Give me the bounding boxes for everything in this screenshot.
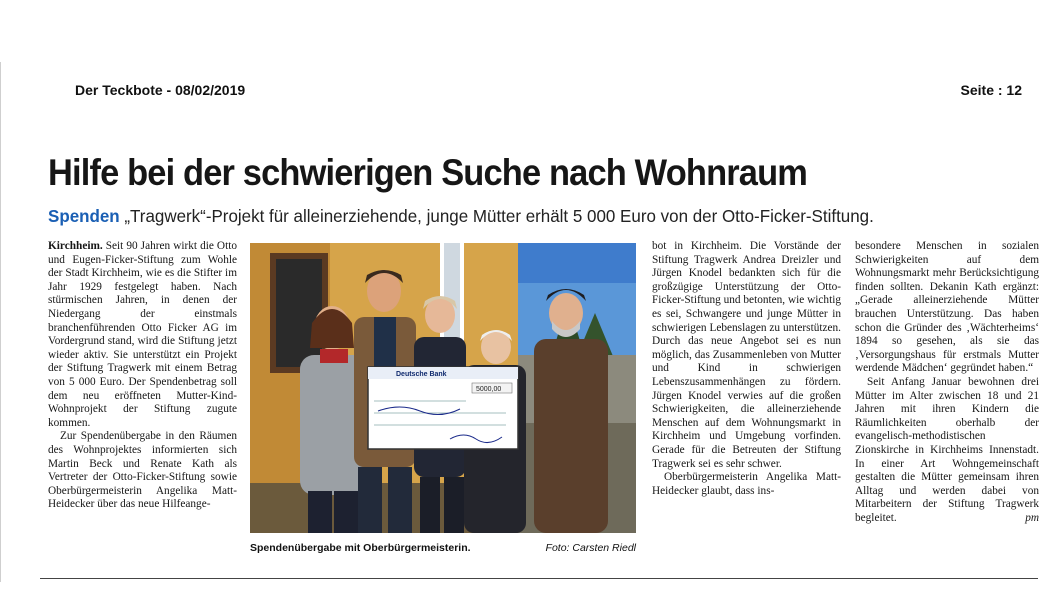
article-paragraph: Zur Spendenübergabe in den Räumen des Wohnprojektes informierten sich Martin Beck und Renate Kath als Vertreter der Otto-Ficker-Stiftung sowie Oberbürgermeisterin Angelika Matt-Heidecker über das neue Hilfeange- — [48, 430, 237, 511]
article-dateline: Kirchheim. — [48, 240, 103, 252]
article-paragraph — [855, 376, 1039, 526]
photo-credit: Foto: Carsten Riedl — [545, 542, 636, 554]
article-photo — [250, 243, 636, 533]
article-column-3 — [652, 240, 841, 498]
article-text: Seit Anfang Januar bewohnen drei Mütter im Alter zwischen 18 und 21 Jahren mit ihren Kindern die Räumlichkeiten oberhalb der evangelisch-methodistischen Zionskirche in Kirchheims Innenstadt. In einer Art Wohngemeinschaft gestalten die Mütter gemeinsam ihren Alltag und werden dabei von Mitarbeitern der Stiftung Tragwerk begleitet. — [855, 375, 1039, 524]
article-column-1 — [48, 240, 237, 512]
photo-donation-handover — [250, 243, 636, 533]
page-number: Seite : 12 — [960, 82, 1022, 98]
article-paragraph — [48, 240, 237, 430]
article-column-4 — [855, 240, 1039, 525]
check-amount: 5000,00 — [476, 386, 502, 393]
photo-caption-bar — [250, 542, 636, 554]
check-bank-name: Deutsche Bank — [396, 371, 447, 378]
article-kicker: Spenden — [48, 206, 120, 226]
article-paragraph: Oberbürgermeisterin Angelika Matt-Heidecker glaubt, dass ins- — [652, 471, 841, 497]
article-signature: pm — [1025, 511, 1039, 524]
newspaper-source: Der Teckbote - 08/02/2019 — [75, 82, 246, 98]
article-paragraph: besondere Menschen in sozialen Schwierigkeiten auf dem Wohnungsmarkt mehr Berücksichtigung finden sollten. Dekanin Kath ergänzt: „Gerade alleinerziehende Mütter brauchen Unterstützung. Das haben schon die Gründer des ‚Wächterheims‘ 1894 so gesehen, als sie das ‚Versorgungshaus für erstmals Mutter werdende Mädchen‘ gegründet haben.“ — [855, 240, 1039, 375]
photo-caption: Spendenübergabe mit Oberbürgermeisterin. — [250, 542, 471, 554]
article-text: Seit 90 Jahren wirkt die Otto und Eugen-Ficker-Stiftung zum Wohle der Stadt Kirchheim, wie es die Stifter im Jahr 1929 festgelegt haben. Nach stürmischen Jahren, in denen der Niedergang der einstmals branchenführenden Otto Ficker AG im Vordergrund stand, wird die Stiftung jetzt wieder aktiv. Sie unterstützt ein Projekt der Stiftung Tragwerk mit einem Betrag von 5 000 Euro. Der Spendenbetrag soll dem neu eröffneten Mutter-Kind-Wohnprojekt der Stiftung zugute kommen. — [48, 240, 237, 429]
bottom-divider — [40, 578, 1038, 579]
article-headline: Hilfe bei der schwierigen Suche nach Wohnraum — [48, 152, 808, 193]
article-subhead-line — [48, 205, 1018, 227]
page-edge-divider — [0, 62, 1, 582]
article-paragraph: bot in Kirchheim. Die Vorstände der Stiftung Tragwerk Andrea Dreizler und Jürgen Knodel bedankten sich für die großzügige Unterstützung der Otto-Ficker-Stiftung und betonten, wie wichtig es sei, Schwangere und junge Mütter in schwierigen Lebenslagen zu unterstützen. Durch das neue Angebot sei es nun möglich, das Zusammenleben von Mutter und Kind in schwierigen Lebenszusammenhängen zu fördern. Jürgen Knodel verwies auf die großen Schwierigkeiten, die alleinerziehende Menschen auf dem Wohnungsmarkt in Kirchheim und Umgebung vorfinden. Gerade für die Betreuten der Stiftung Tragwerk sei es sehr schwer. — [652, 240, 841, 470]
article-subhead: „Tragwerk“-Projekt für alleinerziehende, junge Mütter erhält 5 000 Euro von der Otto-Ficker-Stiftung. — [119, 206, 874, 226]
